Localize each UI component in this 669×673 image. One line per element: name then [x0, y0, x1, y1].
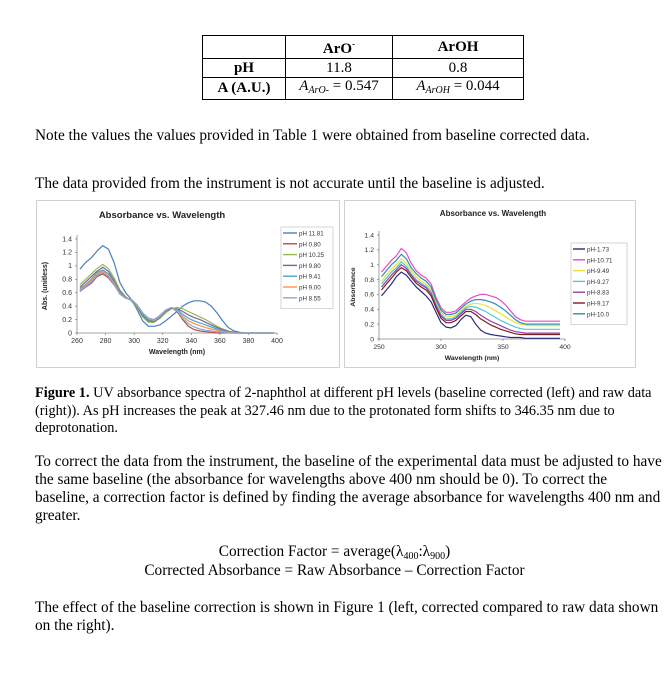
- table-header-aroh: ArOH: [393, 36, 524, 59]
- series-line: [80, 274, 274, 333]
- y-tick-label: 0.8: [364, 276, 374, 284]
- series-line: [382, 254, 561, 324]
- x-tick-label: 300: [435, 344, 447, 351]
- x-tick-label: 300: [128, 338, 140, 345]
- table-cell-a-aroh: $A_{ArOH} = 0.044$: [393, 78, 524, 100]
- legend-label: pH-9.27: [587, 278, 610, 286]
- y-tick-label: 0.4: [62, 303, 72, 311]
- legend-label: pH 9.00: [299, 284, 321, 292]
- table-row: [203, 78, 524, 100]
- legend-label: pH 0.80: [299, 241, 321, 249]
- table-cell-a-aro: $A_{ArO-} = 0.547$: [286, 78, 393, 100]
- raw-spectra-chart: [345, 201, 635, 367]
- y-tick-label: 0.2: [62, 316, 72, 324]
- table-cell-ph-aro: 11.8: [286, 59, 393, 78]
- legend-label: pH 11.81: [299, 230, 324, 238]
- x-tick-label: 250: [373, 344, 385, 351]
- y-tick-label: 1.2: [62, 249, 72, 257]
- series-line: [382, 248, 561, 321]
- x-tick-label: 350: [497, 344, 509, 351]
- y-tick-label: 0: [370, 336, 374, 344]
- x-tick-label: 360: [214, 338, 226, 345]
- x-tick-label: 280: [99, 338, 112, 345]
- table-row: [203, 59, 524, 78]
- y-tick-label: 1: [68, 263, 72, 271]
- y-axis-label: Absorbance: [350, 267, 357, 307]
- y-tick-label: 1: [370, 262, 374, 270]
- y-tick-label: 0.8: [62, 276, 72, 284]
- x-axis-label: Wavelength (nm): [444, 355, 500, 362]
- legend-label: pH-10.71: [587, 257, 613, 265]
- y-axis-label: Abs. (unitless): [42, 261, 49, 311]
- series-line: [80, 271, 274, 333]
- legend-label: pH 9.80: [299, 262, 321, 270]
- corrected-chart-panel: [36, 200, 340, 368]
- figure-caption: Figure 1. UV absorbance spectra of 2-naphthol at different pH levels (baseline corrected (left) and raw data (right)). As pH increases the peak at 327.46 nm due to the protonated form shifts to 346.35 nm due to deprotonation.: [35, 385, 652, 436]
- y-tick-label: 0.6: [364, 291, 374, 299]
- table-cell-ph-aroh: 0.8: [393, 59, 524, 78]
- legend-label: pH 10.25: [299, 252, 325, 260]
- series-line: [382, 265, 561, 333]
- y-tick-label: 1.4: [364, 232, 374, 240]
- chart-title: Absorbance vs. Wavelength: [439, 209, 547, 218]
- legend-label: pH 9.41: [299, 273, 321, 281]
- x-tick-label: 400: [559, 344, 571, 351]
- legend-label: pH-10.0: [587, 311, 610, 319]
- table-header-row: [203, 36, 524, 59]
- x-tick-label: 340: [185, 338, 198, 345]
- x-tick-label: 400: [271, 338, 283, 345]
- ph-absorbance-table: [202, 35, 524, 100]
- legend-label: pH-9.17: [587, 300, 610, 308]
- legend-label: pH 8.55: [299, 295, 321, 303]
- y-tick-label: 0.6: [62, 290, 72, 298]
- x-tick-label: 320: [156, 338, 169, 345]
- note-paragraph: Note the values the values provided in Table 1 were obtained from baseline corrected data.: [35, 127, 590, 144]
- correction-factor-equation: Correction Factor = $average(\lambda_{400}:\lambda_{900})$: [218, 543, 451, 562]
- legend-label: pH-9.49: [587, 268, 610, 276]
- y-tick-label: 0.4: [364, 306, 374, 314]
- legend-label: pH-8.83: [587, 289, 610, 297]
- effect-paragraph: The effect of the baseline correction is shown in Figure 1 (left, corrected compared to raw data shown on the right).: [35, 599, 659, 634]
- y-tick-label: 0.2: [364, 321, 374, 329]
- correction-paragraph: To correct the data from the instrument, the baseline of the experimental data must be adjusted to have the same baseline (the absorbance for wavelengths above 400 nm should be 0). To correct the baseline, a correction factor is defined by finding the average absorbance for wavelengths 400 nm and greater.: [35, 453, 662, 524]
- accuracy-paragraph: The data provided from the instrument is not accurate until the baseline is adjusted.: [35, 175, 545, 192]
- table-row-label-ph: pH: [203, 59, 286, 78]
- y-tick-label: 1.2: [364, 247, 374, 255]
- table-header-aro: ArO-: [286, 36, 393, 59]
- chart-title: Absorbance vs. Wavelength: [98, 210, 226, 221]
- table-corner-cell: [203, 36, 286, 59]
- series-line: [80, 273, 274, 333]
- legend-label: pH-1.73: [587, 246, 610, 254]
- series-line: [80, 246, 274, 333]
- x-tick-label: 380: [242, 338, 255, 345]
- table-row-label-absorbance: A (A.U.): [203, 78, 286, 100]
- y-tick-label: 0: [68, 330, 72, 338]
- x-axis-label: Wavelength (nm): [148, 349, 206, 356]
- x-tick-label: 260: [71, 338, 83, 345]
- corrected-spectra-chart: [37, 201, 339, 367]
- corrected-absorbance-equation: Corrected Absorbance = Raw Absorbance – Correction Factor: [144, 562, 525, 579]
- series-line: [382, 272, 561, 338]
- y-tick-label: 1.4: [62, 236, 72, 244]
- raw-chart-panel: [344, 200, 636, 368]
